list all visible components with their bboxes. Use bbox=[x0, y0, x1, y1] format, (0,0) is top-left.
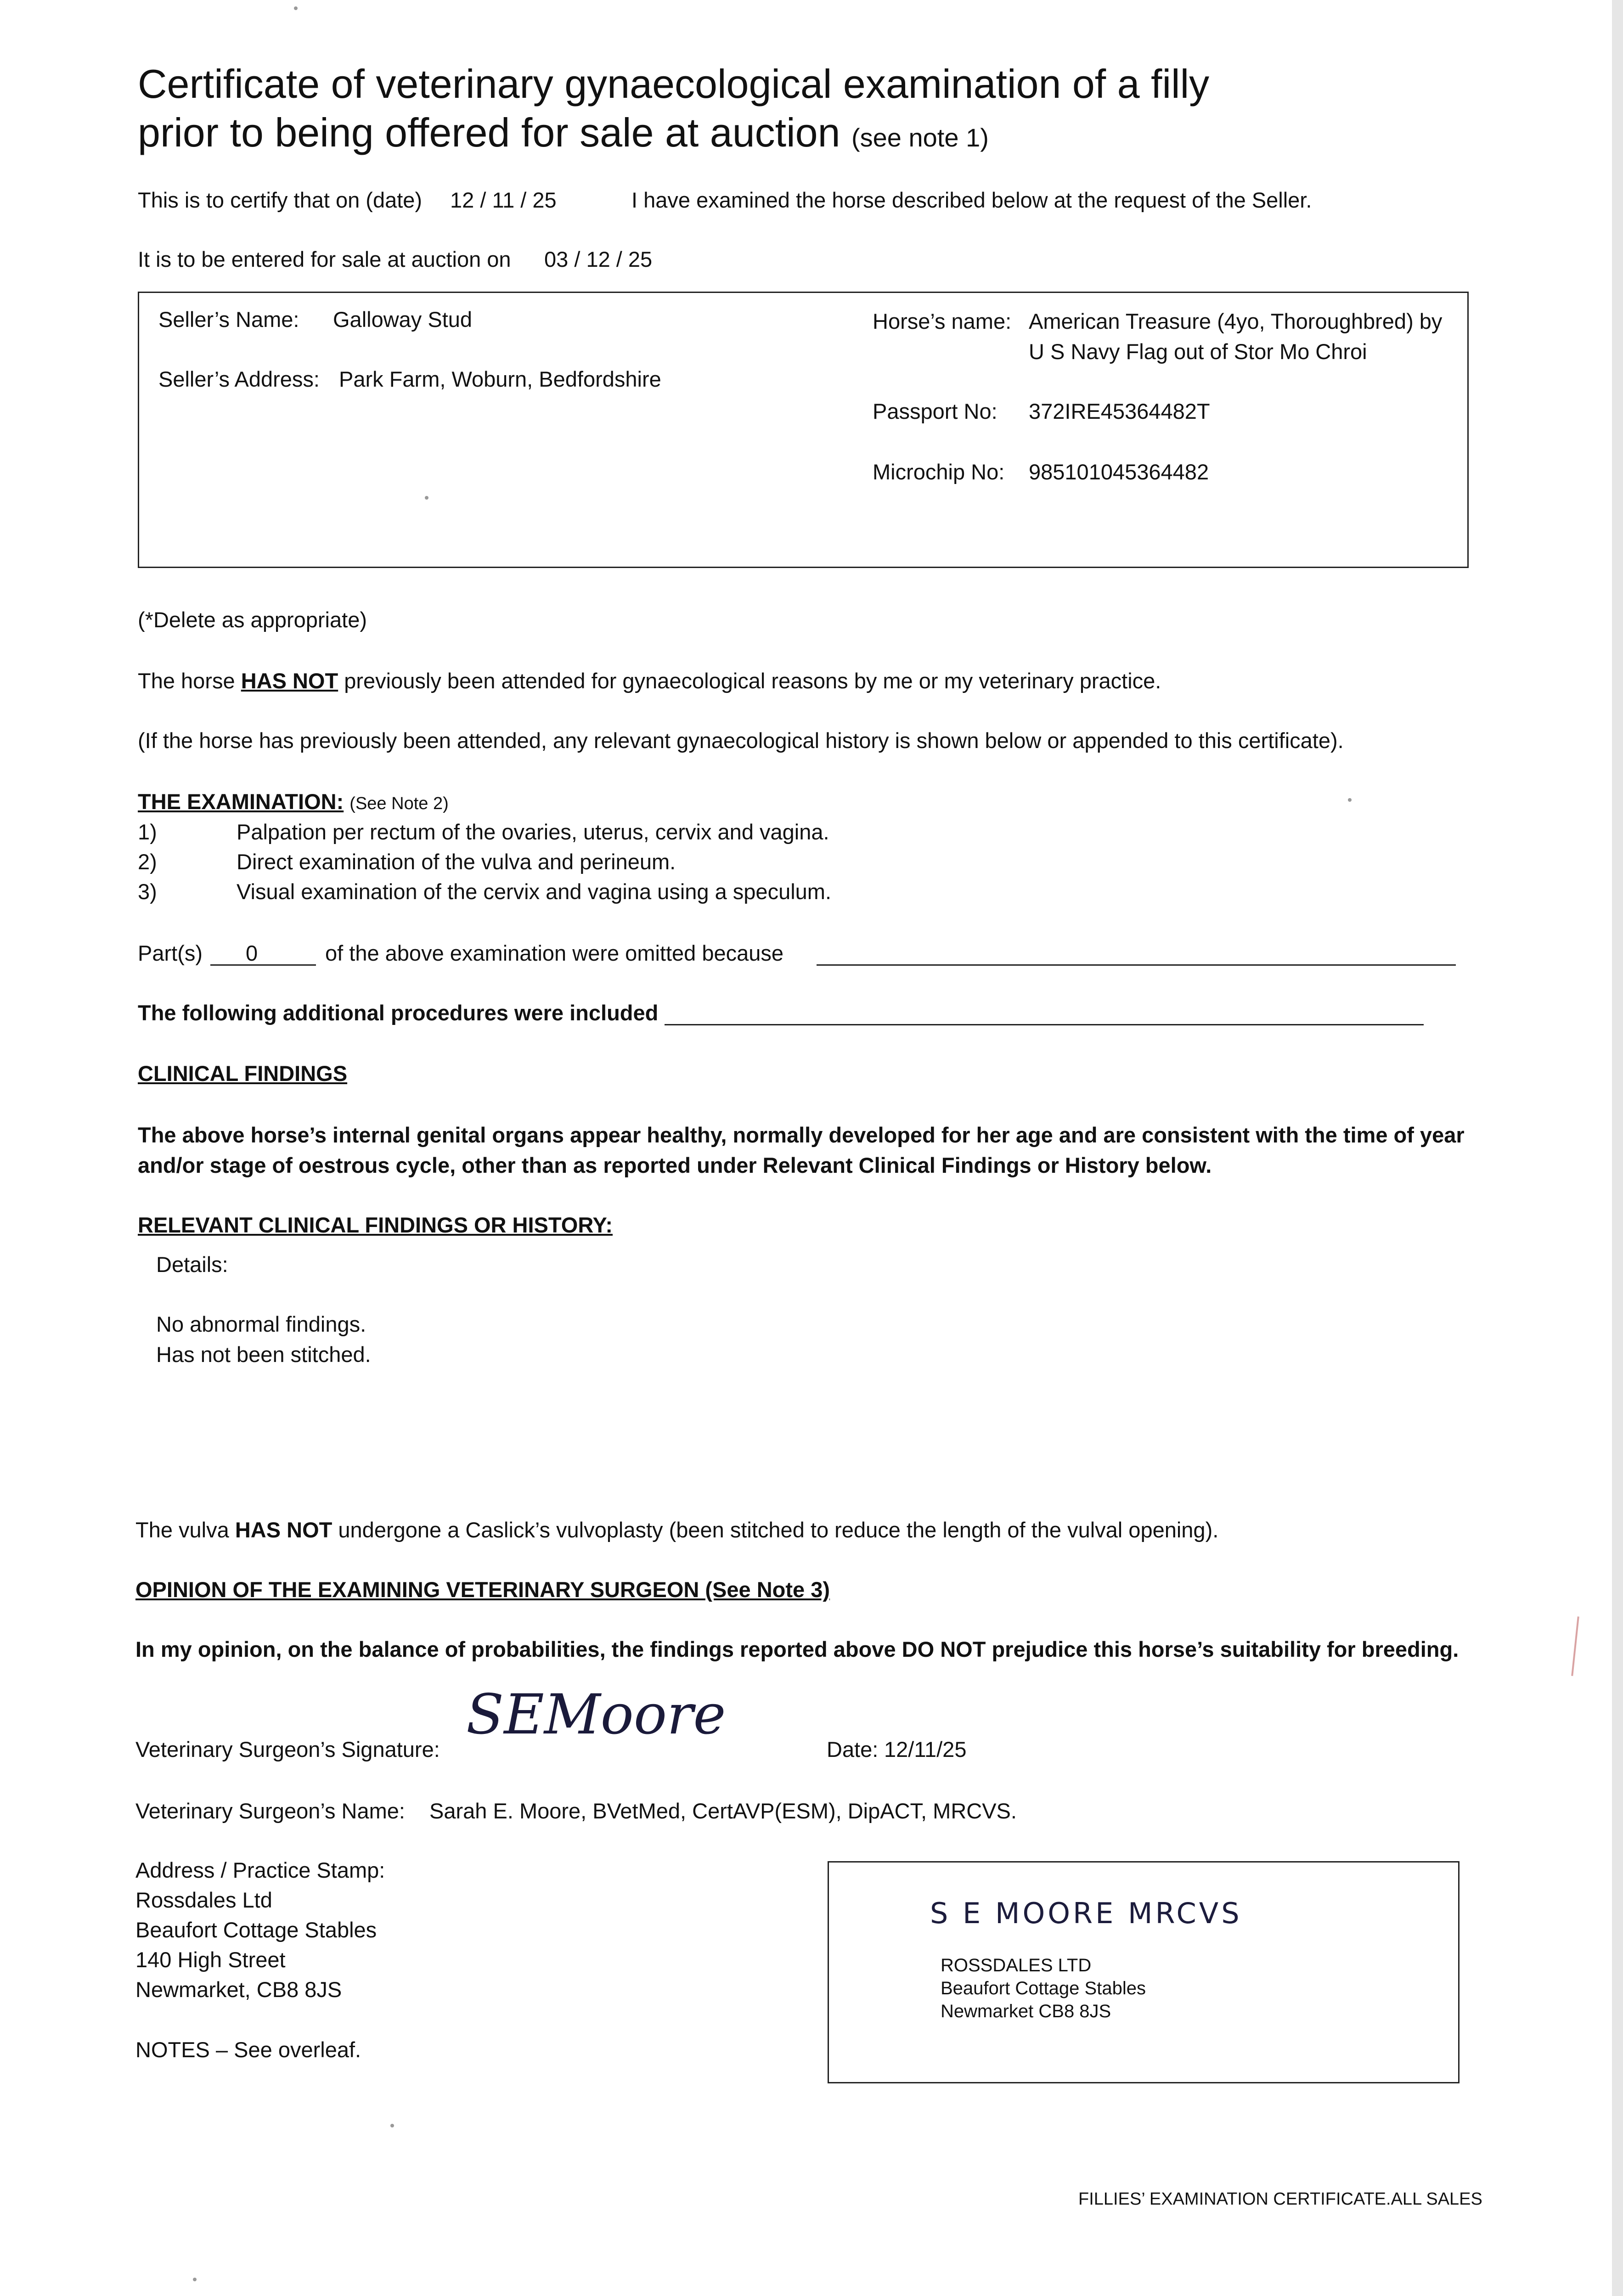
details-label: Details: bbox=[156, 1252, 228, 1277]
horse-name-label: Horse’s name: bbox=[873, 309, 1012, 333]
exam-item-num-1: 1) bbox=[138, 820, 157, 844]
omitted-reason-line bbox=[817, 964, 1456, 966]
exam-item-text-1: Palpation per rectum of the ovaries, uterus, cervix and vagina. bbox=[237, 820, 829, 844]
details-line-2: Has not been stitched. bbox=[156, 1342, 371, 1367]
passport-label: Passport No: bbox=[873, 399, 997, 423]
horse-name-line-2: U S Navy Flag out of Stor Mo Chroi bbox=[1029, 339, 1367, 364]
auction-prefix: It is to be entered for sale at auction on bbox=[138, 247, 511, 271]
vulva-prefix: The vulva bbox=[135, 1518, 229, 1542]
scan-speck bbox=[1348, 798, 1352, 802]
details-line-1: No abnormal findings. bbox=[156, 1312, 366, 1336]
history-note: (If the horse has previously been attended, any relevant gynaecological history is shown below or appended to this certificate). bbox=[138, 728, 1344, 753]
omitted-value-line bbox=[210, 964, 316, 966]
stamp-line-3: Newmarket CB8 8JS bbox=[941, 2001, 1111, 2021]
clinical-heading: CLINICAL FINDINGS bbox=[138, 1061, 348, 1086]
scan-speck bbox=[390, 2124, 394, 2127]
scan-speck bbox=[294, 6, 298, 10]
title-line-2-text: prior to being offered for sale at auction bbox=[138, 109, 840, 155]
stamp-handwritten: S E MOORE MRCVS bbox=[930, 1896, 1242, 1930]
omitted-value: 0 bbox=[246, 941, 258, 965]
additional-procedures-line bbox=[665, 1024, 1424, 1025]
horse-name-line-1: American Treasure (4yo, Thoroughbred) by bbox=[1029, 309, 1443, 333]
opinion-text: In my opinion, on the balance of probabilities, the findings reported above DO NOT prejudice this horse’s suitability for breeding. bbox=[135, 1637, 1459, 1661]
microchip-number: 985101045364482 bbox=[1029, 460, 1209, 484]
auction-date: 03 / 12 / 25 bbox=[544, 247, 653, 271]
scan-speck bbox=[193, 2278, 197, 2281]
handwritten-signature: SEMoore bbox=[466, 1683, 726, 1747]
clinical-line-2: and/or stage of oestrous cycle, other than as reported under Relevant Clinical Findings or History below. bbox=[138, 1153, 1212, 1177]
address-line-1: Rossdales Ltd bbox=[135, 1888, 272, 1912]
scan-mark bbox=[1571, 1616, 1579, 1676]
signature-date: 12/11/25 bbox=[884, 1737, 967, 1761]
exam-item-text-2: Direct examination of the vulva and perineum. bbox=[237, 850, 676, 874]
examination-note: (See Note 2) bbox=[349, 794, 449, 813]
vulva-suffix: undergone a Caslick’s vulvoplasty (been stitched to reduce the length of the vulval opening). bbox=[338, 1518, 1219, 1542]
certify-suffix: I have examined the horse described below at the request of the Seller. bbox=[631, 188, 1312, 212]
attended-prefix: The horse bbox=[138, 669, 235, 693]
certify-prefix: This is to certify that on (date) bbox=[138, 188, 423, 212]
relevant-heading: RELEVANT CLINICAL FINDINGS OR HISTORY: bbox=[138, 1213, 613, 1237]
omitted-prefix: Part(s) bbox=[138, 941, 203, 965]
stamp-line-1: ROSSDALES LTD bbox=[941, 1955, 1092, 1975]
seller-address: Park Farm, Woburn, Bedfordshire bbox=[339, 367, 661, 391]
title-line-1: Certificate of veterinary gynaecological examination of a filly bbox=[138, 61, 1210, 107]
title-line-2 bbox=[138, 108, 1209, 157]
certify-date: 12 / 11 / 25 bbox=[450, 188, 557, 212]
omitted-suffix: of the above examination were omitted because bbox=[325, 941, 784, 965]
seller-name-label: Seller’s Name: bbox=[158, 307, 299, 332]
examination-heading-row bbox=[138, 789, 449, 815]
scan-edge bbox=[1612, 0, 1623, 2296]
clinical-line-1: The above horse’s internal genital organs appear healthy, normally developed for her age and are consistent with the time of year bbox=[138, 1123, 1465, 1147]
examination-heading: THE EXAMINATION: bbox=[138, 789, 344, 814]
seller-name: Galloway Stud bbox=[333, 307, 473, 332]
attended-suffix: previously been attended for gynaecological reasons by me or my veterinary practice. bbox=[344, 669, 1161, 693]
notes-overleaf: NOTES – See overleaf. bbox=[135, 2037, 361, 2062]
exam-item-num-3: 3) bbox=[138, 879, 157, 904]
scan-speck bbox=[425, 496, 428, 500]
address-line-2: Beaufort Cottage Stables bbox=[135, 1918, 377, 1942]
footer-label: FILLIES’ EXAMINATION CERTIFICATE.ALL SALES bbox=[1078, 2189, 1482, 2209]
surgeon-name-label: Veterinary Surgeon’s Name: bbox=[135, 1799, 405, 1823]
stamp-line-2: Beaufort Cottage Stables bbox=[941, 1978, 1146, 1998]
title-note: (see note 1) bbox=[851, 123, 989, 152]
practice-stamp-box bbox=[828, 1861, 1460, 2083]
delete-note: (*Delete as appropriate) bbox=[138, 608, 367, 632]
address-label: Address / Practice Stamp: bbox=[135, 1858, 385, 1882]
additional-procedures: The following additional procedures were included bbox=[138, 1001, 659, 1025]
seller-address-label: Seller’s Address: bbox=[158, 367, 320, 391]
attended-statement bbox=[138, 668, 1161, 694]
opinion-heading: OPINION OF THE EXAMINING VETERINARY SURGEON (See Note 3) bbox=[135, 1577, 830, 1602]
page-title bbox=[138, 60, 1209, 157]
vulva-statement bbox=[135, 1517, 1218, 1543]
attended-emphasis: HAS NOT bbox=[241, 669, 338, 693]
signature-date-label: Date: bbox=[827, 1737, 879, 1761]
address-line-4: Newmarket, CB8 8JS bbox=[135, 1977, 342, 2002]
signature-label: Veterinary Surgeon’s Signature: bbox=[135, 1737, 440, 1761]
exam-item-text-3: Visual examination of the cervix and vagina using a speculum. bbox=[237, 879, 832, 904]
address-line-3: 140 High Street bbox=[135, 1947, 286, 1972]
passport-number: 372IRE45364482T bbox=[1029, 399, 1210, 423]
microchip-label: Microchip No: bbox=[873, 460, 1005, 484]
surgeon-name: Sarah E. Moore, BVetMed, CertAVP(ESM), DipACT, MRCVS. bbox=[429, 1799, 1017, 1823]
exam-item-num-2: 2) bbox=[138, 850, 157, 874]
vulva-emphasis: HAS NOT bbox=[235, 1518, 332, 1542]
